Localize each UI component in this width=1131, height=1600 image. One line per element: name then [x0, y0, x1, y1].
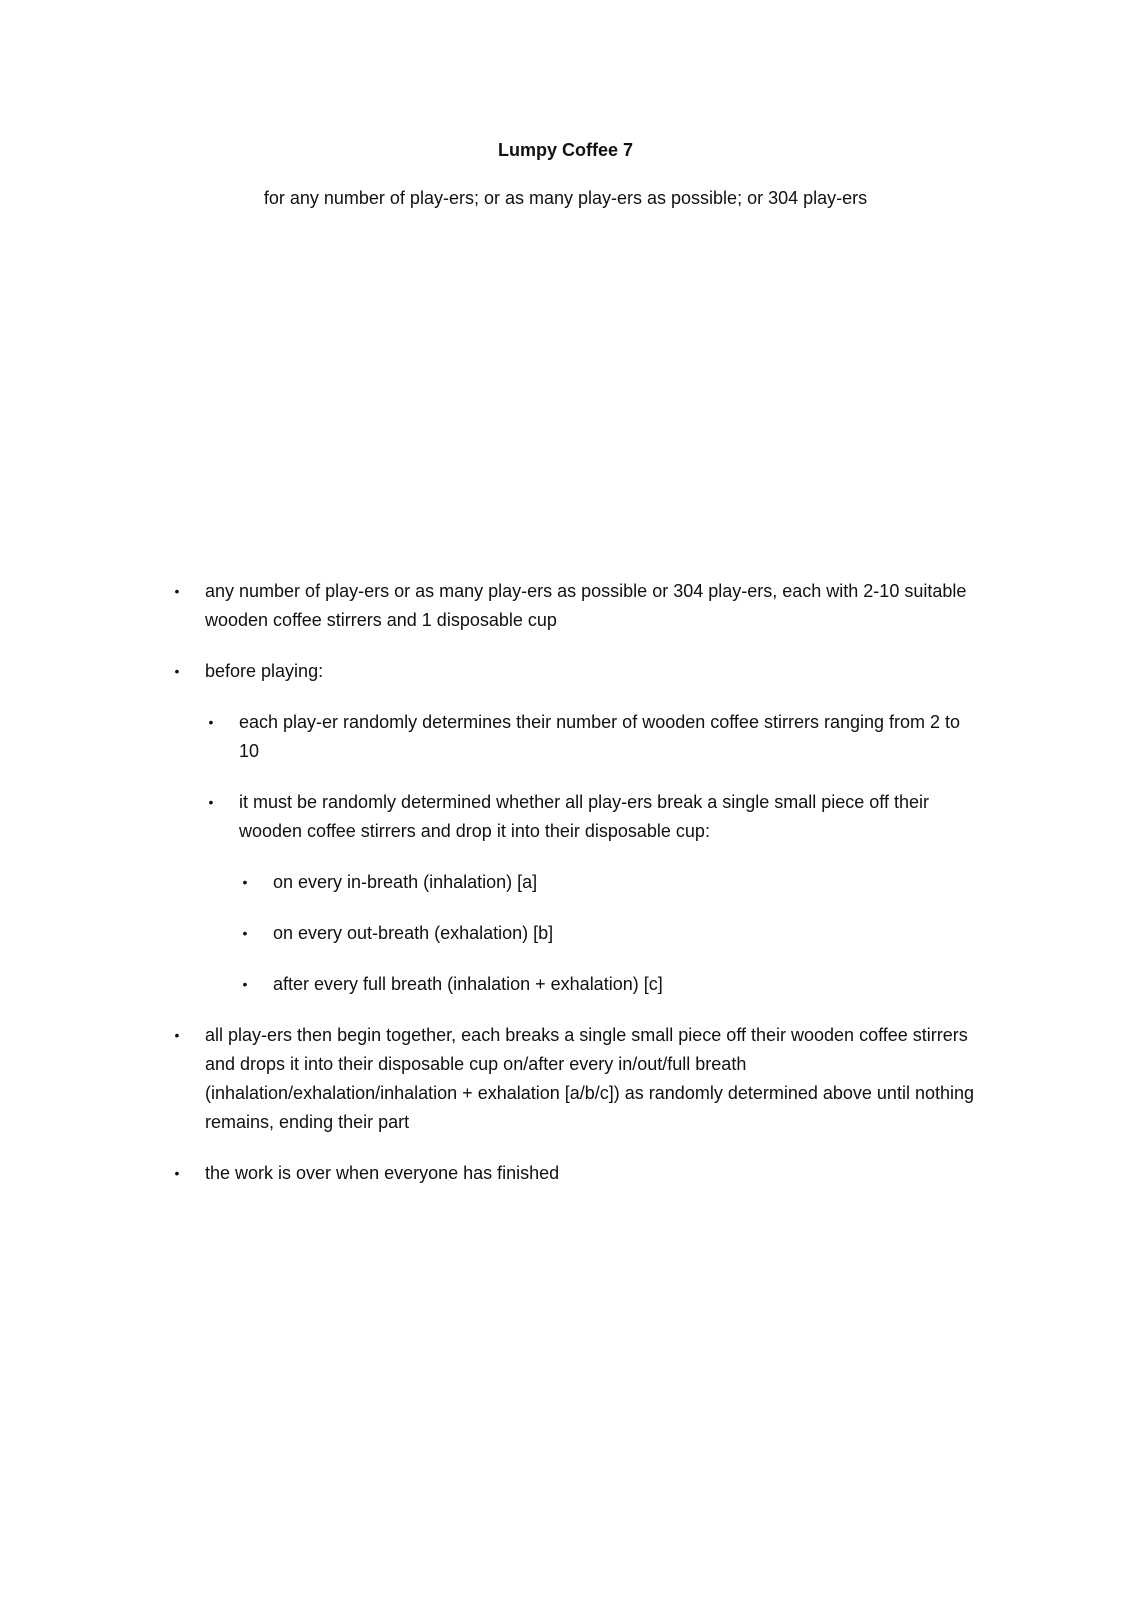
bullet-icon: •: [174, 663, 180, 679]
document-subtitle: for any number of play-ers; or as many play-ers as possible; or 304 play-ers: [263, 188, 868, 208]
list-item: [0, 577, 1131, 635]
bullet-icon: •: [174, 583, 180, 599]
bullet-icon: •: [174, 1027, 180, 1043]
list-item-text: each play-er randomly determines their number of wooden coffee stirrers ranging from 2 to 10: [239, 712, 961, 761]
list-item: [0, 788, 1131, 846]
list-item: [0, 970, 1131, 999]
list-item-text: before playing:: [205, 661, 324, 681]
list-item-text: any number of play-ers or as many play-ers as possible or 304 play-ers, each with 2-10 suitable wooden coffee stirrers and 1 disposable cup: [205, 581, 967, 630]
list-item-text: after every full breath (inhalation + exhalation) [c]: [273, 974, 663, 994]
bullet-icon: •: [208, 794, 214, 810]
list-item: [0, 1021, 1131, 1137]
bullet-icon: •: [174, 1165, 180, 1181]
bullet-icon: •: [242, 874, 248, 890]
list-item: [0, 1159, 1131, 1188]
list-item-text: on every out-breath (exhalation) [b]: [273, 923, 554, 943]
bullet-icon: •: [242, 925, 248, 941]
list-item: [0, 919, 1131, 948]
list-item-text: the work is over when everyone has finished: [205, 1163, 560, 1183]
list-item: [0, 868, 1131, 897]
list-item: [0, 708, 1131, 766]
bullet-icon: •: [208, 714, 214, 730]
list-item-text: all play-ers then begin together, each breaks a single small piece off their wooden coffee stirrers and drops it into their disposable cup on/after every in/out/full breath (inhalation/exhalation/inhalation + exhalation [a/b/c]) as randomly determined above until nothing remains, ending their part: [205, 1025, 974, 1132]
bullet-icon: •: [242, 976, 248, 992]
document-title: Lumpy Coffee 7: [497, 140, 634, 160]
list-item-text: on every in-breath (inhalation) [a]: [273, 872, 538, 892]
instruction-list: [0, 577, 1131, 1210]
list-item: [0, 657, 1131, 686]
list-item-text: it must be randomly determined whether all play-ers break a single small piece off their wooden coffee stirrers and drop it into their disposable cup:: [239, 792, 929, 841]
